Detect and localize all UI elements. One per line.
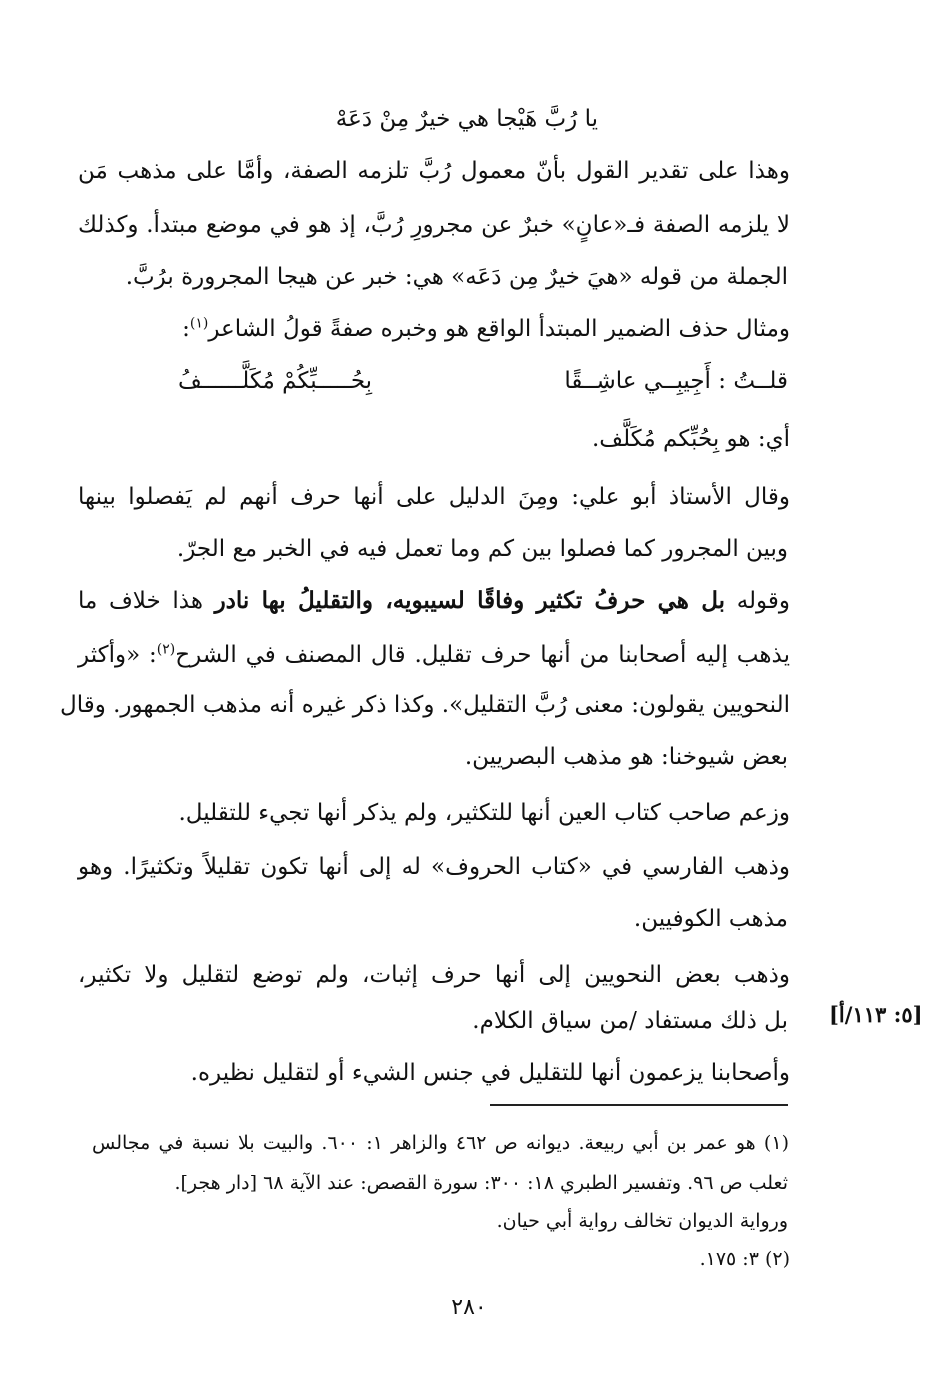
footnote-line: (٢) ٣: ١٧٥. xyxy=(699,1248,790,1270)
paragraph-text: وقوله xyxy=(736,588,791,614)
paragraph-line: مذهب الكوفيين. xyxy=(633,906,788,932)
verse-first-hemistich: قلــتُ : أَجِيبِــي عاشِــقًا xyxy=(564,368,788,394)
paragraph-line xyxy=(182,314,790,344)
paragraph-line: وبين المجرور كما فصلوا بين كم وما تعمل فيه في الخبر مع الجرّ. xyxy=(176,536,788,562)
footnote-ref[interactable]: (٢) xyxy=(156,641,176,658)
paragraph-line: الجملة من قوله «هيَ خيرٌ مِن دَعَه» هي: خبر عن هيجا المجرورة برُبَّ. xyxy=(125,264,788,290)
paragraph-line: لا يلزمه الصفة فـ«عانٍ» خبرٌ عن مجرورِ رُبَّ، إذ هو في موضع مبتدأ. وكذلك xyxy=(78,212,790,238)
manuscript-folio-note: [٥: ١١٣/أ] xyxy=(829,1002,923,1027)
paragraph-text: : xyxy=(182,316,190,342)
paragraph-line: وزعم صاحب كتاب العين أنها للتكثير، ولم يذكر أنها تجيء للتقليل. xyxy=(178,800,790,826)
paragraph-line: وأصحابنا يزعمون أنها للتقليل في جنس الشيء أو لتقليل نظيره. xyxy=(190,1060,790,1086)
paragraph-line: وهذا على تقدير القول بأنّ معمول رُبَّ تلزمه الصفة، وأمَّا على مذهب مَن xyxy=(78,158,790,184)
paragraph-line: وقال الأستاذ أبو علي: ومِنَ الدليل على أنها حرف أنهم لم يَفصلوا بينها xyxy=(78,484,790,510)
paragraph-line: بل ذلك مستفاد /من سياق الكلام. xyxy=(472,1008,788,1034)
footnote-line: ثعلب ص ٩٦. وتفسير الطبري ١٨: ٣٠٠: سورة القصص: عند الآية ٦٨ [دار هجر]. xyxy=(174,1172,788,1194)
paragraph-line: بعض شيوخنا: هو مذهب البصريين. xyxy=(464,744,788,770)
paragraph-line: وذهب بعض النحويين إلى أنها حرف إثبات، ولم توضع لتقليل ولا تكثير، xyxy=(78,962,790,988)
paragraph-text: ومثال حذف الضمير المبتدأ الواقع هو وخبره صفةً قولُ الشاعر xyxy=(208,316,790,342)
verse-second-hemistich: بِحُـــــبِّكُمْ مُكَلَّــــــفُ xyxy=(178,368,373,394)
poetry-verse xyxy=(178,366,788,400)
paragraph-text: هذا خلاف ما xyxy=(78,588,203,614)
paragraph-text: : «وأكثر xyxy=(78,642,157,668)
quoted-matn: بل هي حرفُ تكثير وفاقًا لسيبويه، والتقليلُ بها نادر xyxy=(214,587,726,614)
paragraph-line: أي: هو بِحُبِّكم مُكَلَّف. xyxy=(591,426,790,452)
paragraph-line xyxy=(78,640,790,670)
footnote-line: ورواية الديوان تخالف رواية أبي حيان. xyxy=(496,1210,788,1232)
paragraph-line xyxy=(78,586,790,616)
paragraph-line: وذهب الفارسي في «كتاب الحروف» له إلى أنها تكون تقليلاً وتكثيرًا. وهو xyxy=(78,854,790,880)
page-number: ٢٨٠ xyxy=(451,1295,487,1320)
footnote-line: (١) هو عمر بن أبي ربيعة. ديوانه ص ٤٦٢ والزاهر ١: ٦٠٠. والبيت بلا نسبة في مجالس xyxy=(92,1132,789,1154)
footnote-divider xyxy=(490,1104,788,1106)
footnote-ref[interactable]: (١) xyxy=(189,315,209,332)
verse-line: يا رُبَّ هَيْجا هي خيرٌ مِنْ دَعَهْ xyxy=(335,106,598,132)
paragraph-text: يذهب إليه أصحابنا من أنها حرف تقليل. قال المصنف في الشرح xyxy=(175,642,790,668)
paragraph-line: النحويين يقولون: معنى رُبَّ التقليل». وكذا ذكر غيره أنه مذهب الجمهور. وقال xyxy=(59,692,790,718)
